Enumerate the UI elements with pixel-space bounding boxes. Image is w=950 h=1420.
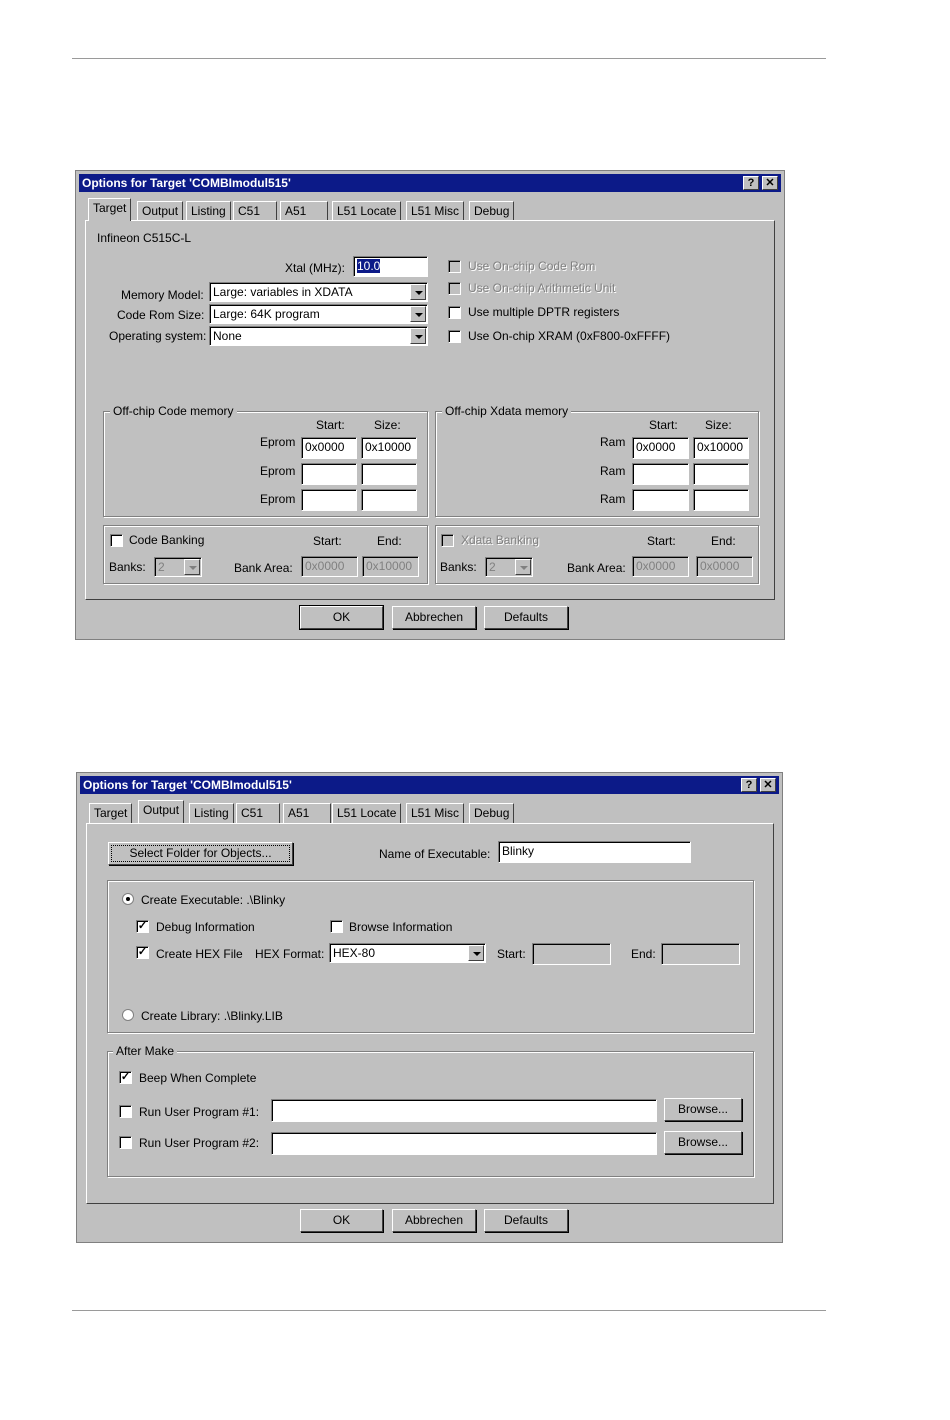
ok-button[interactable]: OK bbox=[300, 1209, 383, 1232]
code-bank-start-input[interactable]: 0x0000 bbox=[301, 556, 358, 577]
name-executable-input[interactable]: Blinky bbox=[498, 841, 691, 863]
onchip-code-rom-checkbox[interactable] bbox=[448, 260, 461, 273]
eprom-label: Eprom bbox=[260, 464, 296, 478]
ram-start-input[interactable] bbox=[632, 463, 689, 485]
offchip-code-size-header: Size: bbox=[374, 418, 401, 432]
create-executable-label: Create Executable: .\Blinky bbox=[141, 893, 286, 907]
tab-l51-misc[interactable]: L51 Misc bbox=[406, 201, 464, 221]
eprom-label: Eprom bbox=[260, 492, 296, 506]
xdata-bank-start-input[interactable]: 0x0000 bbox=[632, 556, 689, 577]
name-executable-label: Name of Executable: bbox=[379, 847, 491, 861]
create-library-label: Create Library: .\Blinky.LIB bbox=[141, 1009, 283, 1023]
multiple-dptr-checkbox[interactable] bbox=[448, 306, 461, 319]
cancel-button[interactable]: Abbrechen bbox=[392, 1209, 476, 1232]
eprom-label: Eprom bbox=[260, 435, 296, 449]
ram-label: Ram bbox=[600, 435, 626, 449]
hex-end-label: End: bbox=[631, 947, 656, 961]
help-icon[interactable]: ? bbox=[743, 176, 759, 190]
tab-output[interactable]: Output bbox=[138, 800, 184, 823]
tab-c51[interactable]: C51 bbox=[233, 201, 277, 221]
browse-information-label: Browse Information bbox=[349, 920, 453, 934]
browse-user2-button[interactable]: Browse... bbox=[664, 1131, 742, 1154]
eprom-start-input[interactable]: 0x0000 bbox=[301, 437, 357, 459]
onchip-alu-checkbox[interactable] bbox=[448, 282, 461, 295]
eprom-size-input[interactable] bbox=[361, 463, 417, 485]
xdata-banking-start-label: Start: bbox=[647, 534, 676, 548]
chevron-down-icon bbox=[468, 945, 484, 961]
code-rom-label: Code Rom Size: bbox=[117, 308, 205, 322]
run-user1-checkbox[interactable] bbox=[119, 1105, 132, 1118]
debug-information-label: Debug Information bbox=[156, 920, 255, 934]
device-name: Infineon C515C-L bbox=[97, 231, 192, 245]
xtal-input[interactable]: 10.0 bbox=[353, 256, 428, 277]
tab-debug[interactable]: Debug bbox=[469, 803, 514, 823]
help-icon[interactable]: ? bbox=[741, 778, 757, 792]
beep-checkbox[interactable]: ✓ bbox=[120, 1071, 131, 1083]
code-banking-label: Code Banking bbox=[129, 533, 205, 547]
run-user2-checkbox[interactable] bbox=[119, 1136, 132, 1149]
ram-size-input[interactable] bbox=[693, 489, 749, 511]
dialog-title: Options for Target 'COMBImodul515' bbox=[82, 176, 291, 190]
beep-label: Beep When Complete bbox=[139, 1071, 257, 1085]
tab-debug[interactable]: Debug bbox=[469, 201, 514, 221]
xdata-banks-label: Banks: bbox=[440, 560, 477, 574]
close-icon[interactable]: ✕ bbox=[760, 778, 776, 792]
run-user2-input[interactable] bbox=[271, 1132, 657, 1155]
tab-l51-misc[interactable]: L51 Misc bbox=[406, 803, 464, 823]
create-library-radio[interactable] bbox=[122, 1009, 134, 1021]
offchip-xdata-legend: Off-chip Xdata memory bbox=[442, 404, 571, 418]
tab-l51-locate[interactable]: L51 Locate bbox=[332, 803, 401, 823]
code-banking-checkbox[interactable] bbox=[110, 534, 123, 547]
ram-size-input[interactable] bbox=[693, 463, 749, 485]
hex-format-select[interactable]: HEX-80 bbox=[329, 943, 486, 963]
chevron-down-icon bbox=[410, 284, 426, 300]
tab-listing[interactable]: Listing bbox=[186, 201, 231, 221]
offchip-code-start-header: Start: bbox=[316, 418, 345, 432]
dialog-title: Options for Target 'COMBImodul515' bbox=[83, 778, 292, 792]
ram-label: Ram bbox=[600, 464, 626, 478]
create-hex-checkbox[interactable]: ✓ bbox=[137, 946, 148, 958]
dialog-title-bar bbox=[80, 776, 779, 794]
xdata-banking-end-label: End: bbox=[711, 534, 736, 548]
hex-start-input[interactable] bbox=[532, 943, 611, 965]
debug-information-checkbox[interactable]: ✓ bbox=[137, 920, 148, 932]
hex-start-label: Start: bbox=[497, 947, 526, 961]
memory-model-select[interactable]: Large: variables in XDATA bbox=[209, 282, 428, 302]
onchip-xram-label: Use On-chip XRAM (0xF800-0xFFFF) bbox=[468, 329, 671, 343]
tab-c51[interactable]: C51 bbox=[236, 803, 280, 823]
chevron-down-icon bbox=[410, 306, 426, 322]
cancel-button[interactable]: Abbrechen bbox=[392, 606, 476, 629]
eprom-start-input[interactable] bbox=[301, 489, 357, 511]
eprom-start-input[interactable] bbox=[301, 463, 357, 485]
chevron-down-icon bbox=[184, 559, 200, 575]
code-banking-start-label: Start: bbox=[313, 534, 342, 548]
offchip-xdata-size-header: Size: bbox=[705, 418, 732, 432]
tab-listing[interactable]: Listing bbox=[189, 803, 234, 823]
page-top-rule bbox=[72, 58, 826, 59]
code-rom-select[interactable]: Large: 64K program bbox=[209, 304, 428, 324]
defaults-button[interactable]: Defaults bbox=[484, 1209, 568, 1232]
code-bank-area-label: Bank Area: bbox=[234, 561, 293, 575]
xtal-label: Xtal (MHz): bbox=[285, 261, 345, 275]
code-bank-end-input[interactable]: 0x10000 bbox=[362, 556, 419, 577]
run-user2-label: Run User Program #2: bbox=[139, 1136, 260, 1150]
browse-user1-button[interactable]: Browse... bbox=[664, 1098, 742, 1121]
code-banks-label: Banks: bbox=[109, 560, 146, 574]
xdata-bank-area-label: Bank Area: bbox=[567, 561, 626, 575]
memory-model-label: Memory Model: bbox=[121, 288, 204, 302]
os-label: Operating system: bbox=[109, 329, 207, 343]
page-bottom-rule bbox=[72, 1310, 826, 1311]
tab-a51[interactable]: A51 bbox=[280, 201, 328, 221]
ram-start-input[interactable]: 0x0000 bbox=[632, 437, 689, 459]
hex-end-input[interactable] bbox=[661, 943, 740, 965]
run-user1-input[interactable] bbox=[271, 1099, 657, 1122]
onchip-code-rom-label: Use On-chip Code Rom bbox=[468, 259, 596, 273]
multiple-dptr-label: Use multiple DPTR registers bbox=[468, 305, 620, 319]
create-executable-radio[interactable] bbox=[122, 893, 134, 905]
onchip-alu-label: Use On-chip Arithmetic Unit bbox=[468, 281, 616, 295]
xdata-banking-label: Xdata Banking bbox=[461, 533, 540, 547]
select-folder-button[interactable]: Select Folder for Objects... bbox=[108, 842, 293, 865]
xdata-bank-end-input[interactable]: 0x0000 bbox=[696, 556, 753, 577]
after-make-legend: After Make bbox=[113, 1044, 177, 1058]
defaults-button[interactable]: Defaults bbox=[484, 606, 568, 629]
hex-format-label: HEX Format: bbox=[255, 947, 325, 961]
ram-start-input[interactable] bbox=[632, 489, 689, 511]
ram-label: Ram bbox=[600, 492, 626, 506]
xdata-banking-checkbox[interactable] bbox=[441, 534, 454, 547]
eprom-size-input[interactable] bbox=[361, 489, 417, 511]
code-banking-end-label: End: bbox=[377, 534, 402, 548]
offchip-code-legend: Off-chip Code memory bbox=[110, 404, 237, 418]
close-icon[interactable]: ✕ bbox=[762, 176, 778, 190]
ram-size-input[interactable]: 0x10000 bbox=[693, 437, 749, 459]
tab-target[interactable]: Target bbox=[88, 198, 131, 221]
dialog-title-bar bbox=[79, 174, 781, 192]
os-select[interactable]: None bbox=[209, 326, 428, 346]
options-dialog-target bbox=[75, 170, 785, 640]
create-hex-label: Create HEX File bbox=[156, 947, 243, 961]
tab-a51[interactable]: A51 bbox=[283, 803, 331, 823]
browse-information-checkbox[interactable] bbox=[330, 920, 343, 933]
offchip-xdata-start-header: Start: bbox=[649, 418, 678, 432]
xdata-banks-select[interactable]: 2 bbox=[485, 557, 533, 577]
chevron-down-icon bbox=[410, 328, 426, 344]
tab-output[interactable]: Output bbox=[137, 201, 183, 221]
code-banks-select[interactable]: 2 bbox=[154, 557, 202, 577]
tab-target[interactable]: Target bbox=[89, 803, 132, 823]
run-user1-label: Run User Program #1: bbox=[139, 1105, 260, 1119]
options-dialog-output bbox=[76, 772, 783, 1243]
chevron-down-icon bbox=[515, 559, 531, 575]
onchip-xram-checkbox[interactable] bbox=[448, 330, 461, 343]
eprom-size-input[interactable]: 0x10000 bbox=[361, 437, 417, 459]
ok-button[interactable]: OK bbox=[300, 606, 383, 629]
tab-l51-locate[interactable]: L51 Locate bbox=[332, 201, 401, 221]
